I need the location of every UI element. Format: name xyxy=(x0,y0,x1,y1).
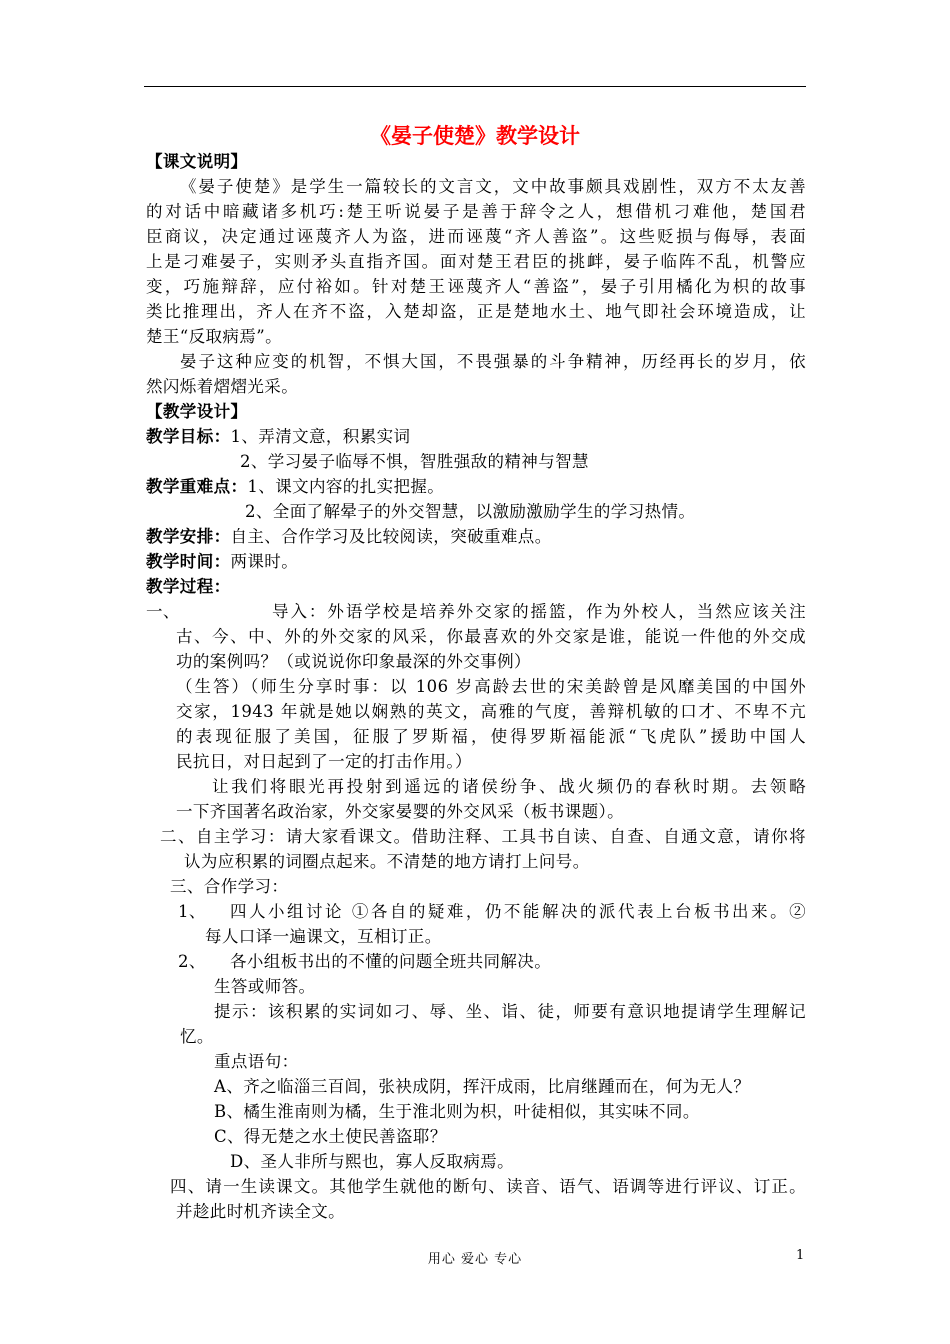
key-sentence: B、橘生淮南则为橘，生于淮北则为枳，叶徒相似，其实味不同。 xyxy=(214,1102,700,1121)
step-3-item-1-line: 四人小组讨论 ①各自的疑难，仍不能解决的派代表上台板书出来。② xyxy=(230,902,806,921)
key-sentence: C、得无楚之水土使民善盗耶？ xyxy=(214,1127,447,1146)
step-2-line: 二、自主学习：请大家看课文。借助注释、工具书自读、自查、自通文意，请你将 xyxy=(160,827,806,846)
step-1-line: 古、今、中、外的外交家的风采，你最喜欢的外交家是谁，能说一件他的外交成 xyxy=(176,627,806,646)
key-points-row xyxy=(146,475,444,499)
paragraph-line: 楚王“反取病焉”。 xyxy=(146,327,282,346)
teaching-process-label: 教学过程： xyxy=(146,577,231,596)
step-3-item-1-number: 1、 xyxy=(178,902,206,921)
step-3-tip-line: 提示：该积累的实词如刁、辱、坐、诣、徒，师要有意识地提请学生理解记 xyxy=(214,1002,806,1021)
document-title: 《晏子使楚》教学设计 xyxy=(370,124,580,148)
teaching-goal-1: 1、弄清文意，积累实词 xyxy=(230,427,411,446)
teaching-arrangement-row xyxy=(146,525,552,549)
step-3-item-2-number: 2、 xyxy=(178,952,206,971)
paragraph-line: 上是刁难晏子，实则矛头直指齐国。面对楚王君臣的挑衅，晏子临阵不乱，机警应 xyxy=(146,252,806,271)
key-point-1: 1、课文内容的扎实把握。 xyxy=(247,477,445,496)
step-3-answer: 生答或师答。 xyxy=(214,977,316,996)
step-3-heading: 三、合作学习： xyxy=(170,877,289,896)
paragraph-line: 变，巧施辩辞，应付裕如。针对楚王诬蔑齐人“善盗”，晏子引用橘化为枳的故事 xyxy=(146,277,806,296)
paragraph-line: 类比推理出，齐人在齐不盗，入楚却盗，正是楚地水土、地气即社会环境造成，让 xyxy=(146,302,806,321)
header-rule xyxy=(144,86,806,87)
teaching-time-text: 两课时。 xyxy=(230,552,299,571)
step-4-line: 四、请一生读课文。其他学生就他的断句、读音、语气、语调等进行评议、订正。 xyxy=(170,1177,806,1196)
step-1-answer-line: 的表现征服了美国，征服了罗斯福，使得罗斯福能派“飞虎队”援助中国人 xyxy=(176,727,806,746)
teaching-arrangement-label: 教学安排： xyxy=(146,527,231,546)
teaching-goals-label: 教学目标： xyxy=(146,427,231,446)
step-1-line: 功的案例吗？（或说说你印象最深的外交事例） xyxy=(176,652,531,671)
paragraph-line: 《晏子使楚》是学生一篇较长的文言文，文中故事颇具戏剧性，双方不太友善 xyxy=(180,177,806,196)
section-heading-lesson-notes: 【课文说明】 xyxy=(146,152,248,171)
step-1-transition-line: 一下齐国著名政治家，外交家晏婴的外交风采（板书课题）。 xyxy=(176,802,625,821)
step-2-line: 认为应积累的词圈点起来。不清楚的地方请打上问号。 xyxy=(184,852,590,871)
teaching-goals-row xyxy=(146,425,410,449)
key-sentences-label: 重点语句： xyxy=(214,1052,299,1071)
key-points-label: 教学重难点： xyxy=(146,477,248,496)
step-3-item-2-text: 各小组板书出的不懂的问题全班共同解决。 xyxy=(230,952,552,971)
teaching-time-row xyxy=(146,550,298,574)
key-sentence: A、齐之临淄三百闾，张袂成阴，挥汗成雨，比肩继踵而在，何为无人？ xyxy=(214,1077,751,1096)
section-heading-teaching-design: 【教学设计】 xyxy=(146,402,248,421)
step-1-answer-line: 民抗日，对日起到了一定的打击作用。） xyxy=(176,752,472,771)
step-4-line: 并趁此时机齐读全文。 xyxy=(176,1202,345,1221)
step-1-line: 导入：外语学校是培养外交家的摇篮，作为外校人，当然应该关注 xyxy=(272,602,806,621)
step-1-answer-line: 交家，1943 年就是她以娴熟的英文，高雅的气度，善辩机敏的口才、不卑不亢 xyxy=(176,702,806,721)
teaching-arrangement-text: 自主、合作学习及比较阅读，突破重难点。 xyxy=(230,527,552,546)
key-point-2: 2、全面了解晕子的外交智慧，以激励激励学生的学习热情。 xyxy=(245,502,696,521)
step-3-tip-line: 忆。 xyxy=(180,1027,214,1046)
teaching-time-label: 教学时间： xyxy=(146,552,231,571)
step-1-answer-line: （生答）（师生分享时事：以 106 岁高龄去世的宋美龄曾是风靡美国的中国外 xyxy=(176,677,806,696)
paragraph-line: 然闪烁着熠熠光采。 xyxy=(146,377,299,396)
key-sentence: D、圣人非所与熙也，寡人反取病焉。 xyxy=(230,1152,515,1171)
step-1-number: 一、 xyxy=(146,602,180,621)
step-3-item-1-line: 每人口译一遍课文，互相订正。 xyxy=(205,927,442,946)
footer-motto: 用心 爱心 专心 xyxy=(427,1252,523,1267)
paragraph-line: 臣商议，决定通过诬蔑齐人为盗，进而诬蔑“齐人善盗”。这些贬损与侮辱，表面 xyxy=(146,227,806,246)
paragraph-line: 晏子这种应变的机智，不惧大国，不畏强暴的斗争精神，历经再长的岁月，依 xyxy=(180,352,806,371)
page-number: 1 xyxy=(796,1248,805,1263)
teaching-goal-2: 2、学习晏子临辱不惧，智胜强敌的精神与智慧 xyxy=(240,452,589,471)
step-1-transition-line: 让我们将眼光再投射到遥远的诸侯纷争、战火频仍的春秋时期。去领略 xyxy=(212,777,806,796)
paragraph-line: 的对话中暗藏诸多机巧:楚王听说晏子是善于辞令之人，想借机刁难他，楚国君 xyxy=(146,202,806,221)
